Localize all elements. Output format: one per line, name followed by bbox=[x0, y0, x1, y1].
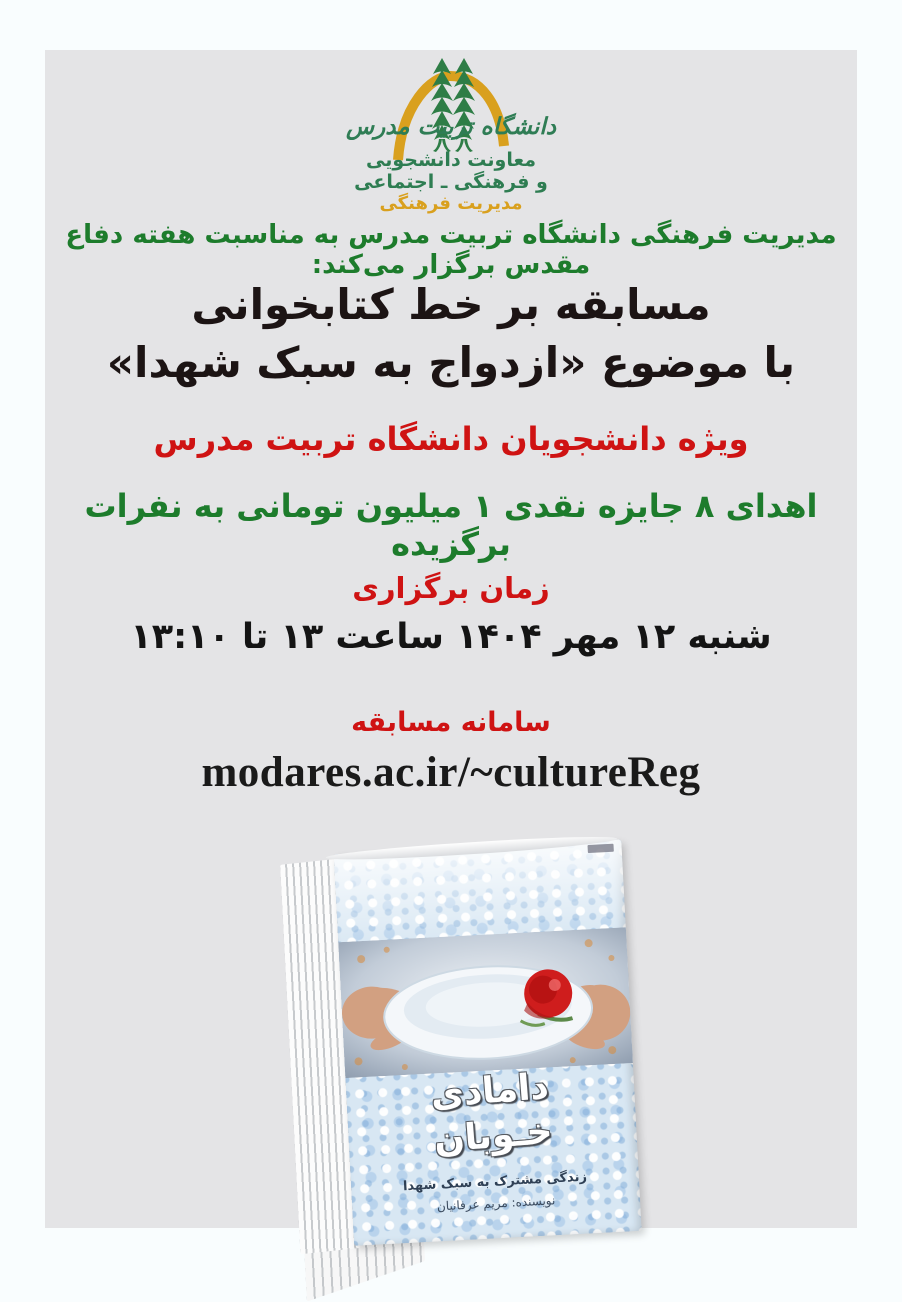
book-subtitle: زندگی مشترک به سبک شهدا bbox=[402, 1169, 588, 1195]
competition-title-line1: مسابقه بر خط کتابخوانی bbox=[191, 280, 711, 329]
logo-university-name: دانشگاه تربیت مدرس bbox=[346, 114, 556, 140]
logo-management-line: مدیریت فرهنگی bbox=[379, 193, 523, 214]
book-cover bbox=[334, 839, 642, 1246]
schedule-label: زمان برگزاری bbox=[352, 571, 550, 605]
prize-text: اهدای ۸ جایزه نقدی ۱ میلیون تومانی به نفرات برگزیده bbox=[84, 487, 818, 563]
poster-background bbox=[45, 50, 857, 1228]
book-author: نویسنده: مریم عرفانیان bbox=[436, 1193, 556, 1214]
book-title-line1: دامادی bbox=[429, 1065, 551, 1117]
portal-label: سامانه مسابقه bbox=[351, 707, 551, 738]
intro-text: مدیریت فرهنگی دانشگاه تربیت مدرس به مناسبت هفته دفاع مقدس برگزار می‌کند: bbox=[65, 220, 837, 280]
schedule-value: شنبه ۱۲ مهر ۱۴۰۴ ساعت ۱۳ تا ۱۳:۱۰ bbox=[130, 617, 772, 657]
logo-deputy-line2: و فرهنگی ـ اجتماعی bbox=[354, 171, 548, 193]
publisher-mark bbox=[588, 844, 614, 853]
book-cover-photo bbox=[338, 927, 633, 1078]
logo-deputy-line1: معاونت دانشجویی bbox=[366, 149, 536, 171]
book-title-line2: خـوبان bbox=[432, 1110, 554, 1162]
competition-title-line2: با موضوع «ازدواج به سبک شهدا» bbox=[106, 338, 796, 387]
portal-url: modares.ac.ir/~cultureReg bbox=[201, 749, 701, 796]
audience-text: ویژه دانشجویان دانشگاه تربیت مدرس bbox=[153, 420, 749, 458]
book-mockup bbox=[280, 839, 643, 1258]
